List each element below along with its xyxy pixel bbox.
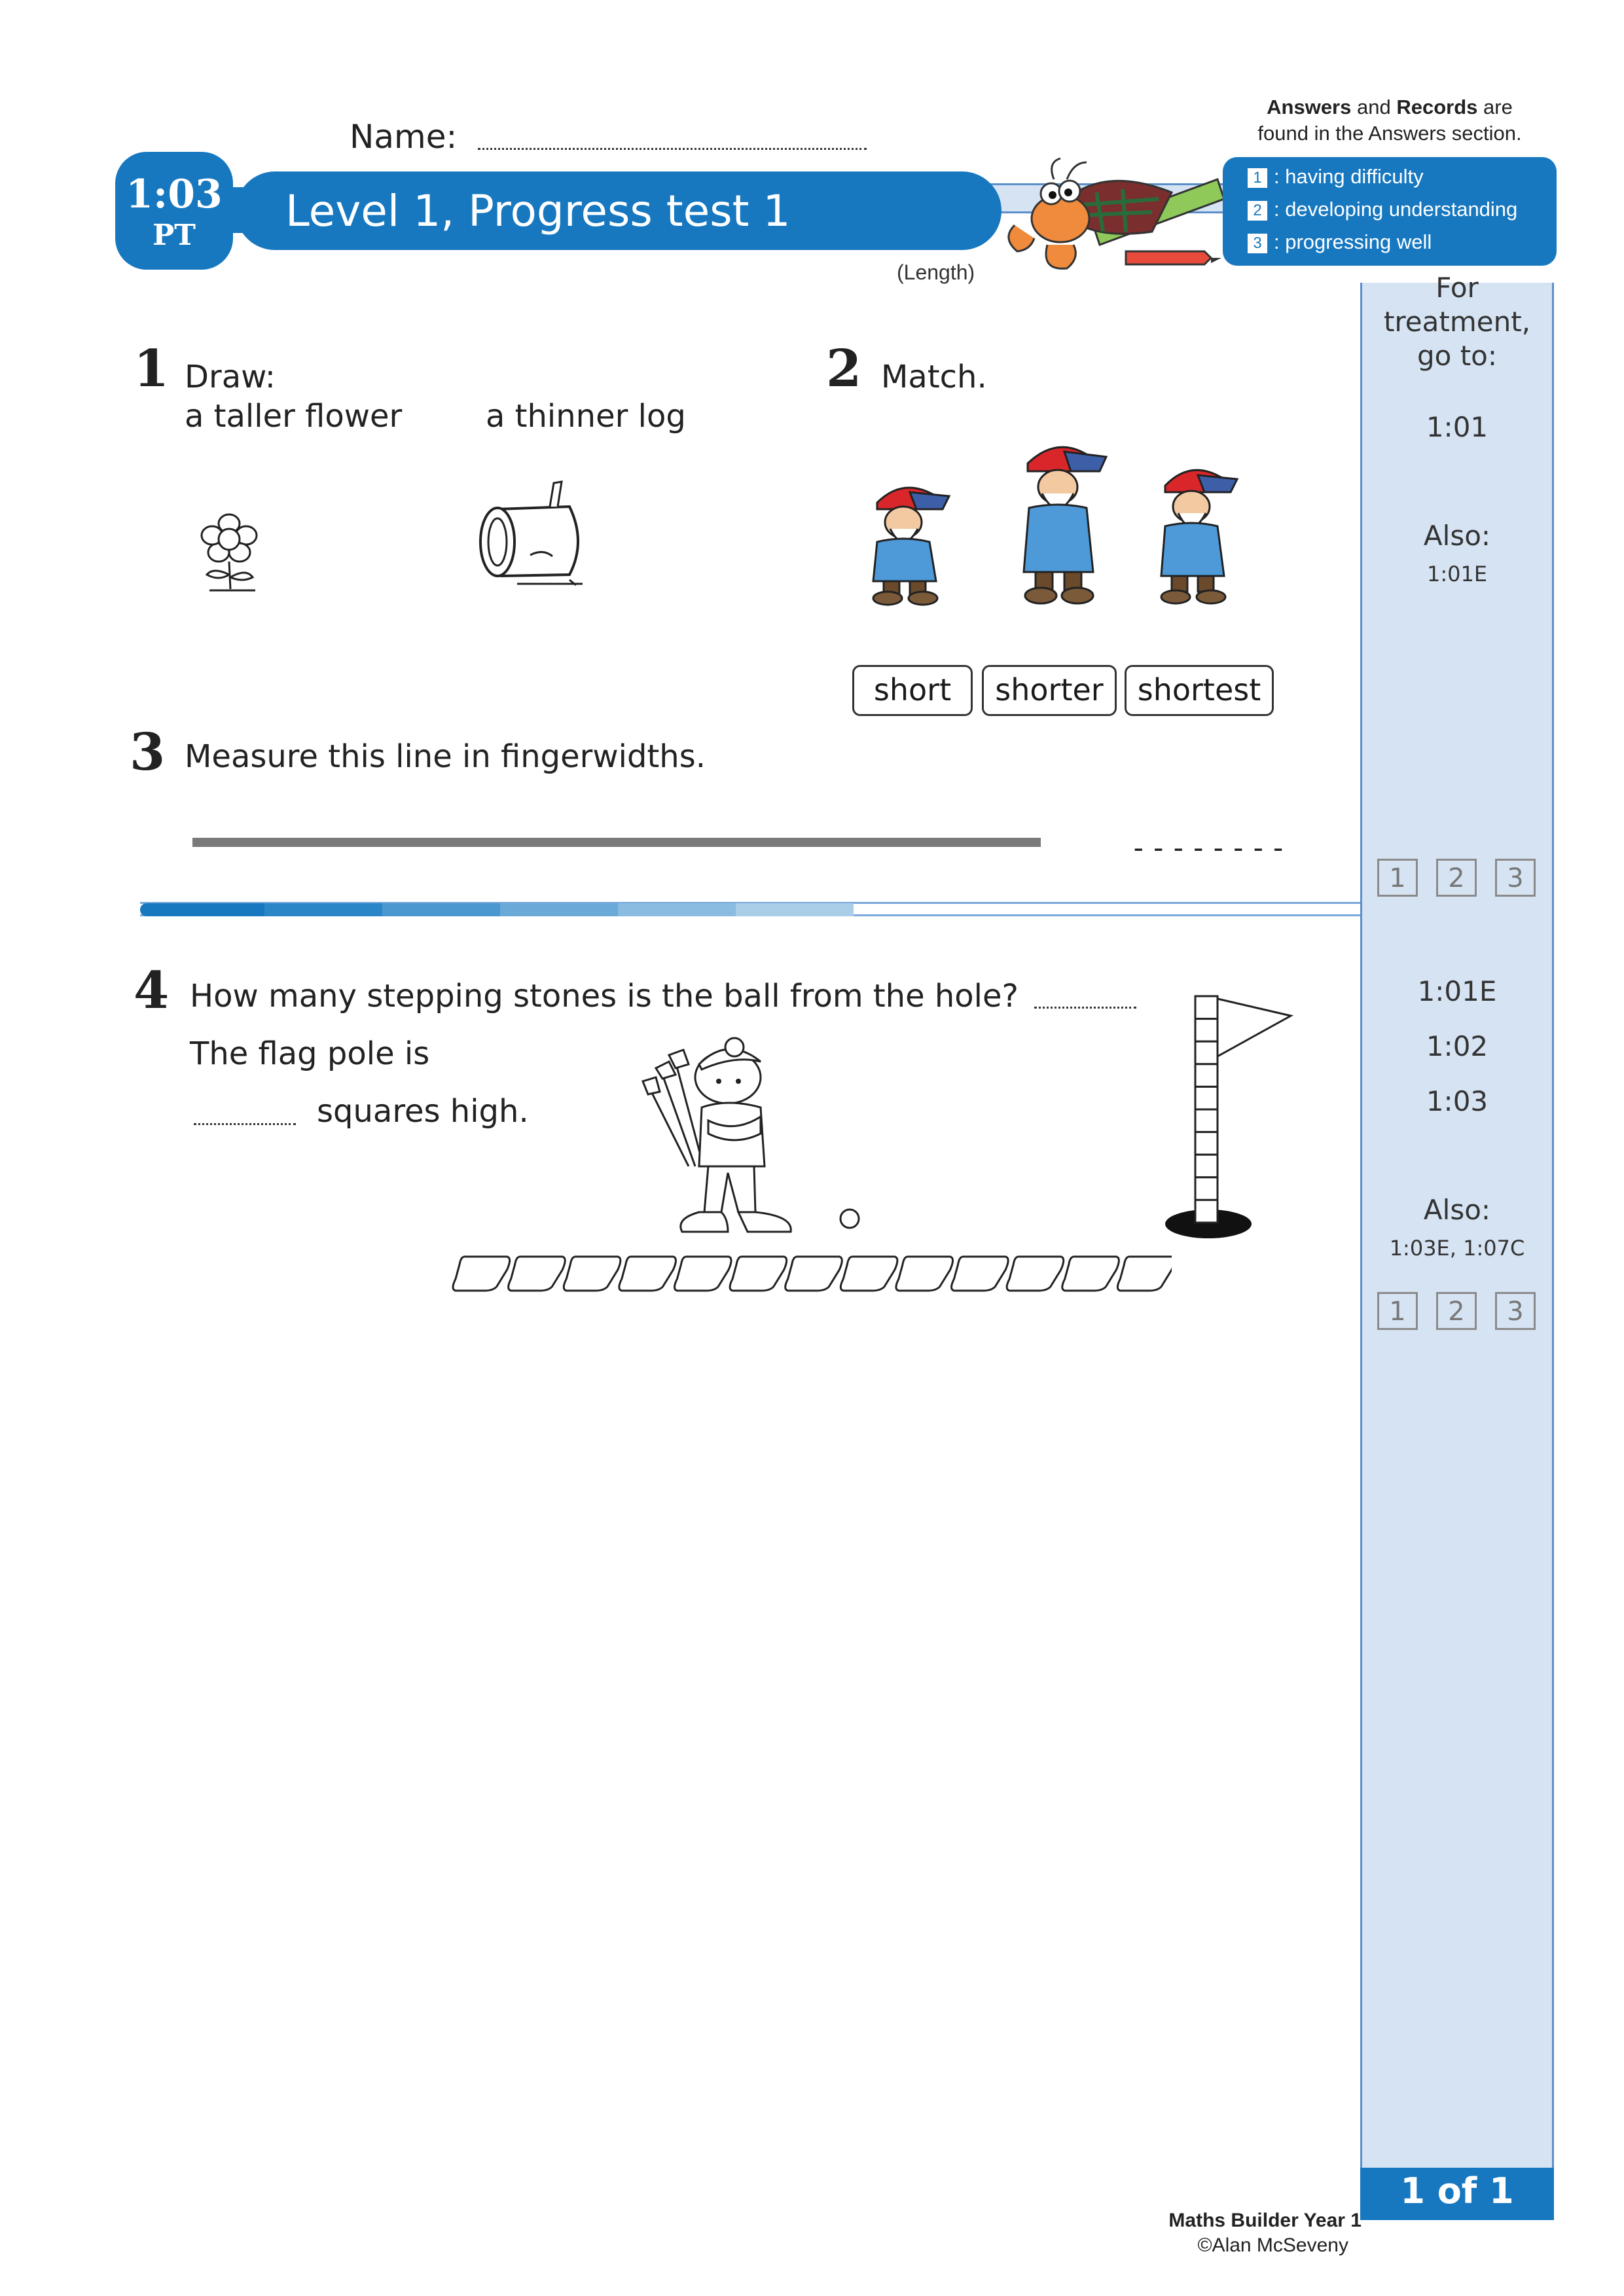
- q1-text: Draw:: [185, 359, 276, 395]
- score-box-q4-2[interactable]: 2: [1436, 1292, 1477, 1330]
- pole-square: [1195, 1200, 1218, 1223]
- treatment-heading-line1: For treatment,: [1383, 272, 1531, 338]
- divider-seg-1: [140, 903, 264, 916]
- q4-line2: The flag pole is: [190, 1035, 430, 1072]
- q4-answer-squares[interactable]: [194, 1123, 296, 1125]
- flower-icon: [190, 509, 268, 594]
- score-box-q1-3-3[interactable]: 3: [1495, 859, 1536, 897]
- pole-square: [1195, 996, 1218, 1019]
- stepping-stone: [509, 1257, 566, 1291]
- q1-number: 1: [134, 339, 170, 399]
- legend-row-1: [1248, 165, 1424, 188]
- answers-word: Answers: [1267, 96, 1352, 118]
- pole-square: [1195, 1041, 1218, 1064]
- legend-num-2: 2: [1248, 201, 1267, 221]
- score-box-q4-3[interactable]: 3: [1495, 1292, 1536, 1330]
- q3-answer-blank[interactable]: --------: [1130, 831, 1290, 865]
- stepping-stone: [896, 1257, 953, 1291]
- q4-answer-stones[interactable]: [1034, 1007, 1136, 1009]
- q2-text: Match.: [881, 359, 987, 395]
- legend-row-3: [1248, 230, 1432, 254]
- q4-number: 4: [134, 961, 170, 1020]
- golf-ball-icon: [838, 1207, 861, 1230]
- dwarf-tall-icon: [1008, 435, 1113, 607]
- dwarf-medium-icon: [1146, 458, 1244, 607]
- stepping-stones: [452, 1250, 1172, 1296]
- topic-label: (Length): [897, 260, 975, 284]
- divider-seg-6: [736, 903, 854, 916]
- section2-also-ref[interactable]: 1:03E, 1:07C: [1389, 1236, 1525, 1261]
- answers-note-line2: found in the Answers section.: [1257, 122, 1522, 145]
- q1-item-flower: a taller flower: [185, 398, 403, 435]
- dwarf-short-icon: [857, 476, 956, 607]
- code-sub-label: PT: [153, 219, 196, 252]
- pole-square: [1195, 1155, 1218, 1177]
- name-field[interactable]: [478, 148, 867, 150]
- stepping-stone: [453, 1257, 510, 1291]
- divider-seg-2: [264, 903, 382, 916]
- stepping-stone: [730, 1257, 787, 1291]
- stepping-stone: [1117, 1257, 1172, 1291]
- legend-text-2: : developing understanding: [1274, 198, 1518, 221]
- q2-number: 2: [826, 339, 862, 399]
- golfer-icon: [636, 1035, 826, 1238]
- answers-note: [1223, 94, 1557, 147]
- treatment-heading: [1360, 271, 1554, 373]
- divider-seg-4: [500, 903, 618, 916]
- are-word: are: [1483, 96, 1513, 118]
- legend-row-2: [1248, 198, 1517, 221]
- footer-author: ©Alan McSeveny: [1197, 2234, 1348, 2256]
- crab-mascot-icon: [988, 153, 1224, 278]
- section2-ref-1[interactable]: 1:01E: [1417, 975, 1497, 1007]
- stepping-stone: [840, 1257, 897, 1291]
- score-box-q1-3-2[interactable]: 2: [1436, 859, 1477, 897]
- section2-also-label: Also:: [1423, 1194, 1491, 1226]
- q3-text: Measure this line in fingerwidths.: [185, 738, 706, 775]
- pole-square: [1195, 1109, 1218, 1132]
- legend-num-1: 1: [1248, 168, 1267, 188]
- measure-line: [192, 838, 1041, 847]
- legend-num-3: 3: [1248, 234, 1267, 253]
- code-label: 1:03: [126, 171, 223, 217]
- and-word: and: [1357, 96, 1391, 118]
- divider-seg-5: [618, 903, 736, 916]
- score-box-q1-3-1[interactable]: 1: [1377, 859, 1418, 897]
- stepping-stone: [619, 1257, 676, 1291]
- word-shorter[interactable]: shorter: [982, 665, 1117, 716]
- stepping-stone: [1062, 1257, 1119, 1291]
- footer-book: Maths Builder Year 1: [1168, 2210, 1362, 2231]
- section1-also-label: Also:: [1423, 520, 1491, 552]
- name-label: Name:: [350, 118, 458, 156]
- word-shortest[interactable]: shortest: [1125, 665, 1274, 716]
- stepping-stone: [785, 1257, 842, 1291]
- pole-square: [1195, 1019, 1218, 1042]
- stepping-stone: [674, 1257, 731, 1291]
- divider-seg-3: [382, 903, 500, 916]
- pole-square: [1195, 1132, 1218, 1155]
- legend-text-1: : having difficulty: [1274, 165, 1424, 188]
- section1-also-ref[interactable]: 1:01E: [1426, 562, 1488, 586]
- pole-square: [1195, 1086, 1218, 1109]
- legend-text-3: : progressing well: [1274, 230, 1432, 253]
- log-icon: [471, 476, 596, 594]
- score-box-q4-1[interactable]: 1: [1377, 1292, 1418, 1330]
- q4-text: How many stepping stones is the ball from the hole?: [190, 978, 1019, 1014]
- word-short[interactable]: short: [852, 665, 973, 716]
- pole-squares: [1195, 996, 1218, 1223]
- page-indicator-label: 1 of 1: [1400, 2170, 1514, 2212]
- q1-item-log: a thinner log: [486, 398, 686, 435]
- stepping-stone: [1007, 1257, 1064, 1291]
- q4-line3: squares high.: [317, 1093, 529, 1130]
- treatment-heading-line2: go to:: [1416, 340, 1498, 372]
- section2-ref-3[interactable]: 1:03: [1426, 1085, 1489, 1117]
- stepping-stone: [952, 1257, 1009, 1291]
- flag-pole-icon: [1163, 990, 1307, 1241]
- pole-square: [1195, 1177, 1218, 1200]
- q3-number: 3: [130, 723, 166, 782]
- section2-ref-2[interactable]: 1:02: [1426, 1030, 1489, 1062]
- stepping-stone: [564, 1257, 621, 1291]
- section1-ref[interactable]: 1:01: [1426, 411, 1489, 443]
- pole-square: [1195, 1064, 1218, 1087]
- page-title: Level 1, Progress test 1: [285, 186, 791, 236]
- records-word: Records: [1396, 96, 1478, 118]
